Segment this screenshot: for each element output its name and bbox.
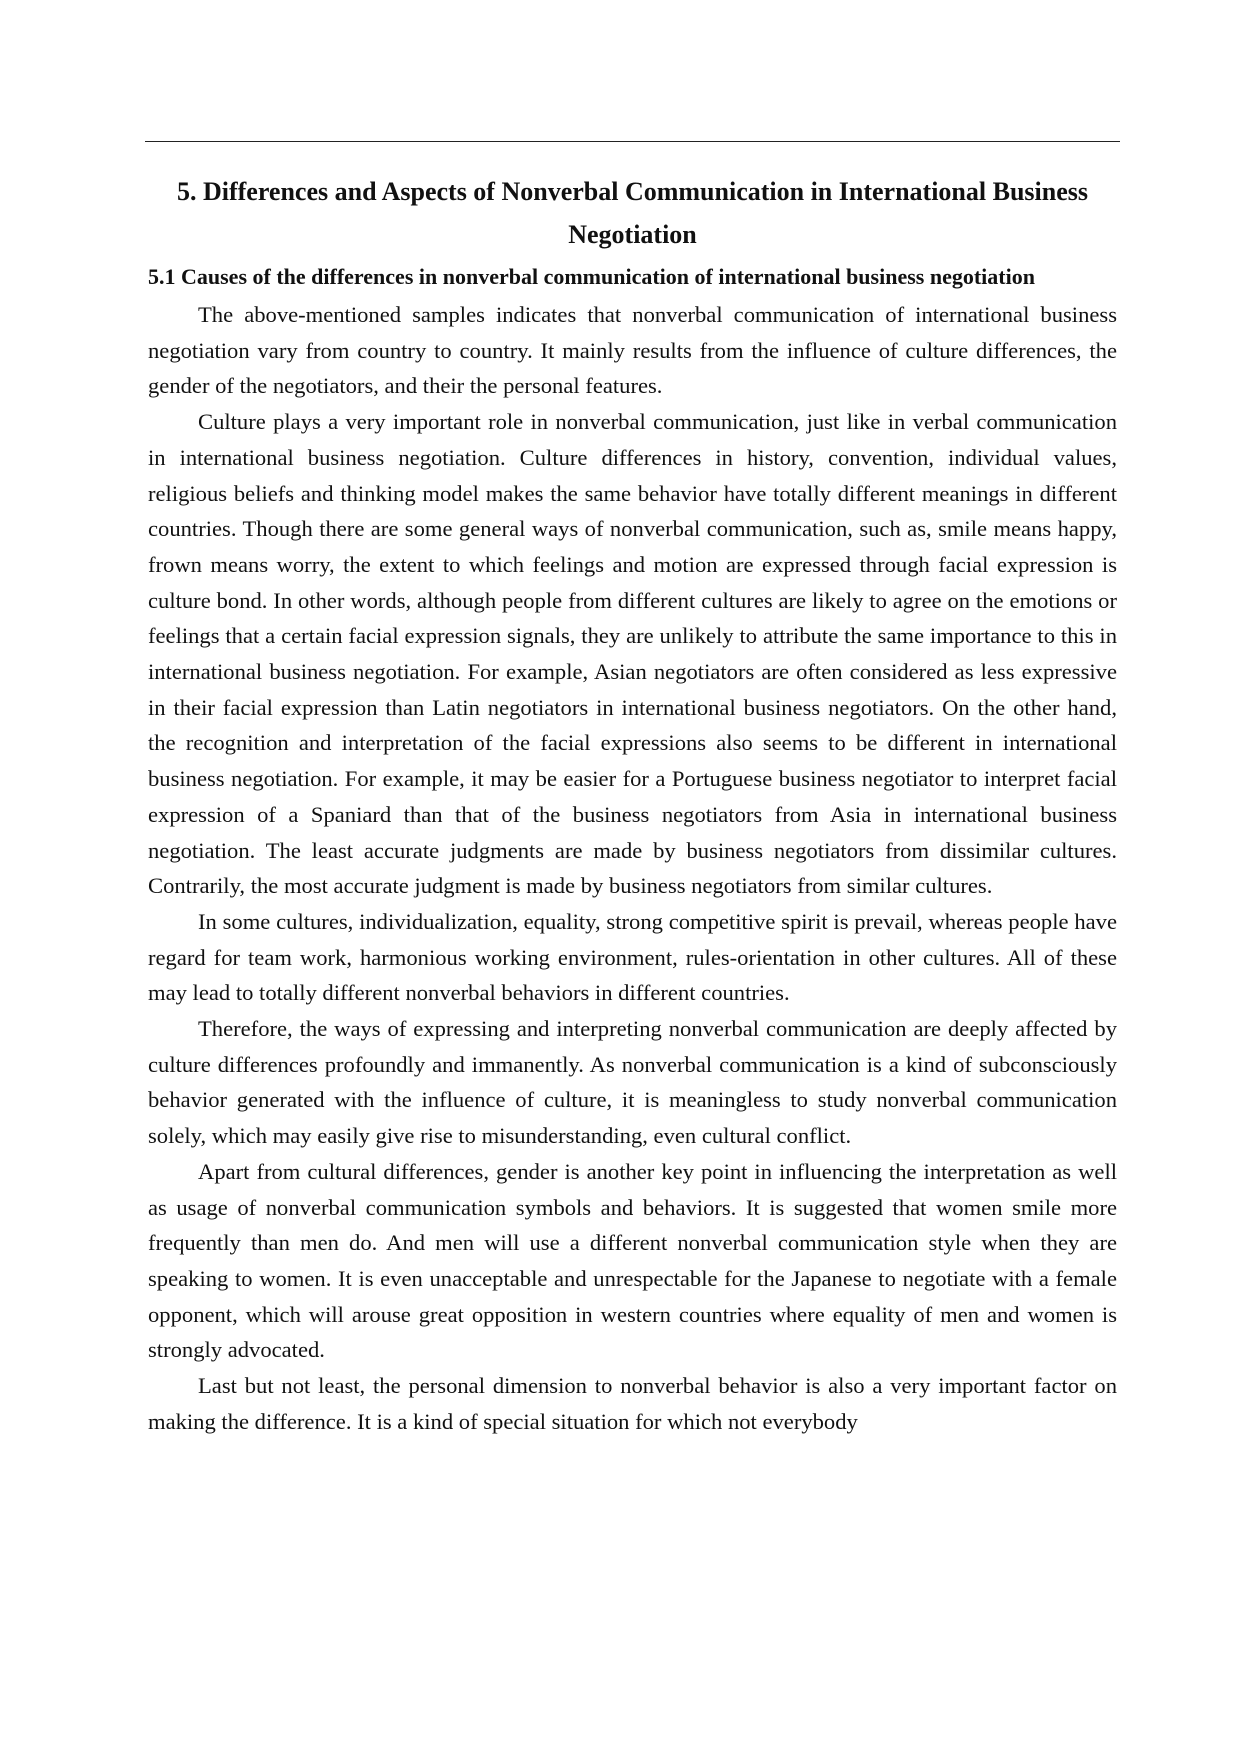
chapter-title: 5. Differences and Aspects of Nonverbal Communication in International Business Negotiation — [176, 177, 1088, 249]
header-rule — [145, 141, 1120, 142]
paragraph: Last but not least, the personal dimension to nonverbal behavior is also a very important factor on making the difference. It is a kind of special situation for which not everybody — [148, 1373, 1117, 1434]
body-text — [148, 297, 1117, 1440]
paragraph: Apart from cultural differences, gender is another key point in influencing the interpretation as well as usage of nonverbal communication symbols and behaviors. It is suggested that women smile more frequently than men do. And men will use a different nonverbal communication style when they are speaking to women. It is even unacceptable and unrespectable for the Japanese to negotiate with a female opponent, which will arouse great opposition in western countries where equality of men and women is strongly advocated. — [148, 1158, 1117, 1363]
paragraph: Culture plays a very important role in nonverbal communication, just like in verbal communication in international business negotiation. Culture differences in history, convention, individual values, religious beliefs and thinking model makes the same behavior have totally different meanings in different countries. Though there are some general ways of nonverbal communication, such as, smile means happy, frown means worry, the extent to which feelings and motion are expressed through facial expression is culture bond. In other words, although people from different cultures are likely to agree on the emotions or feelings that a certain facial expression signals, they are unlikely to attribute the same importance to this in international business negotiation. For example, Asian negotiators are often considered as less expressive in their facial expression than Latin negotiators in international business negotiators. On the other hand, the recognition and interpretation of the facial expressions also seems to be different in international business negotiation. For example, it may be easier for a Portuguese business negotiator to interpret facial expression of a Spaniard than that of the business negotiators from Asia in international business negotiation. The least accurate judgments are made by business negotiators from dissimilar cultures. Contrarily, the most accurate judgment is made by business negotiators from similar cultures. — [148, 409, 1117, 899]
paragraph: Therefore, the ways of expressing and interpreting nonverbal communication are deeply affected by culture differences profoundly and immanently. As nonverbal communication is a kind of subconsciously behavior generated with the influence of culture, it is meaningless to study nonverbal communication solely, which may easily give rise to misunderstanding, even cultural conflict. — [148, 1016, 1117, 1149]
section-heading: 5.1 Causes of the differences in nonverbal communication of international business negotiation — [148, 264, 1035, 289]
page-content — [148, 170, 1117, 1440]
paragraph: The above-mentioned samples indicates that nonverbal communication of international business negotiation vary from country to country. It mainly results from the influence of culture differences, the gender of the negotiators, and their the personal features. — [148, 302, 1117, 399]
paragraph: In some cultures, individualization, equality, strong competitive spirit is prevail, whereas people have regard for team work, harmonious working environment, rules-orientation in other cultures. All of these may lead to totally different nonverbal behaviors in different countries. — [148, 908, 1117, 1006]
